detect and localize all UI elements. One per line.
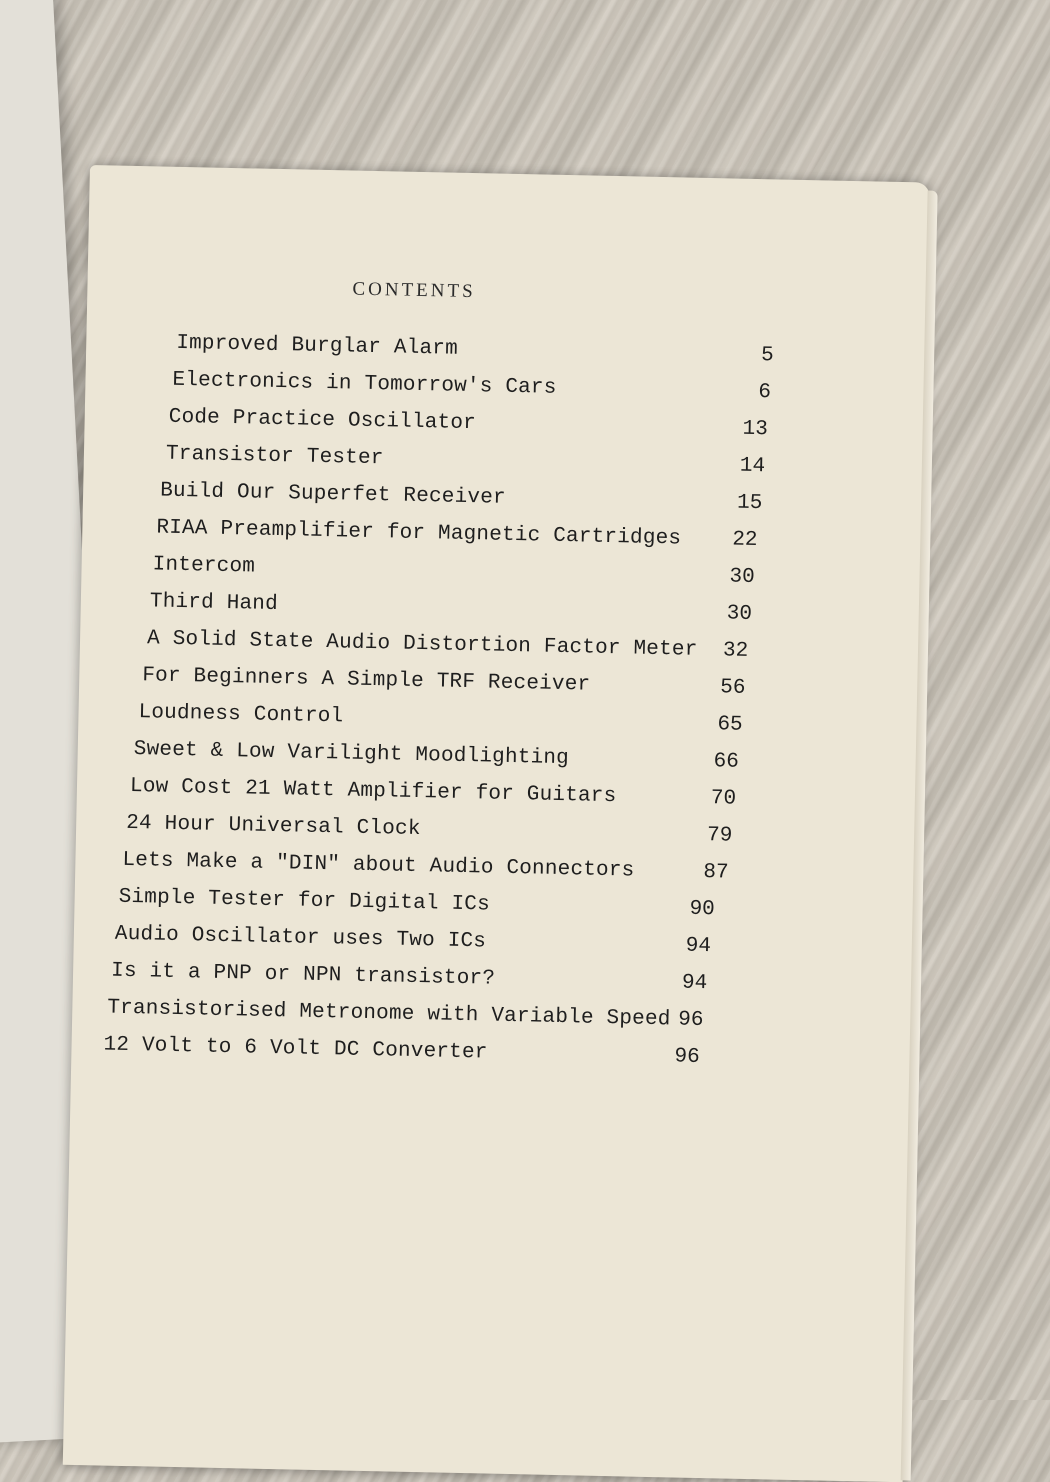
toc-entry-page: 14 (739, 454, 766, 479)
toc-entry-page: 87 (703, 861, 729, 885)
toc-entry-page: 94 (685, 934, 712, 959)
toc-entry-page: 32 (722, 639, 749, 663)
toc-entry-title: Build Our Superfet Receiver (159, 479, 507, 510)
toc-entry-page: 79 (706, 824, 733, 848)
toc-entry-page: 6 (758, 381, 772, 405)
toc-entry-title: Is it a PNP or NPN transistor? (110, 959, 496, 991)
toc-entry-title: Code Practice Oscillator (168, 405, 477, 436)
toc-entry-title: Third Hand (149, 590, 279, 617)
toc-entry-page: 30 (726, 602, 753, 626)
toc-entry-title: Transistor Tester (165, 442, 384, 471)
toc-entry-page: 56 (719, 676, 746, 700)
toc-entry-title: For Beginners A Simple TRF Receiver (142, 664, 591, 697)
toc-entry-title: Transistorised Metronome with Variable Speed (107, 996, 671, 1032)
toc-entry-page: 96 (677, 1008, 704, 1033)
toc-entry-title: Audio Oscillator uses Two ICs (114, 922, 487, 954)
toc-entry-page: 70 (710, 787, 737, 811)
contents-heading: CONTENTS (352, 278, 476, 303)
toc-entry-title: Simple Tester for Digital ICs (118, 885, 491, 917)
toc-entry-page: 66 (713, 750, 740, 774)
toc-entry-title: Improved Burglar Alarm (176, 331, 459, 361)
toc-entry-title: Low Cost 21 Watt Amplifier for Guitars (129, 774, 617, 809)
toc-entry-title: Electronics in Tomorrow's Cars (172, 368, 557, 400)
toc-entry-title: A Solid State Audio Distortion Factor Meter (146, 627, 698, 662)
contents-page (63, 165, 930, 1482)
toc-entry-title: Lets Make a "DIN" about Audio Connectors (122, 848, 635, 883)
toc-entry-page: 5 (760, 344, 775, 368)
toc-entry-page: 30 (729, 565, 755, 590)
toc-entry-page: 65 (717, 713, 743, 737)
toc-entry-page: 94 (681, 971, 708, 996)
toc-entry-title: 12 Volt to 6 Volt DC Converter (103, 1033, 488, 1065)
toc-entry-title: Sweet & Low Varilight Moodlighting (133, 738, 570, 771)
toc-entry-page: 96 (674, 1045, 700, 1069)
toc-entry-page: 15 (736, 491, 763, 516)
toc-entry-title: Loudness Control (138, 701, 344, 729)
toc-entry-title: Intercom (152, 553, 256, 579)
toc-entry-page: 90 (689, 897, 715, 922)
toc-entry-title: 24 Hour Universal Clock (125, 811, 421, 842)
toc-entry-title: RIAA Preamplifier for Magnetic Cartridges (156, 516, 682, 551)
toc-entry-page: 22 (732, 528, 758, 553)
toc-entry-page: 13 (742, 417, 769, 442)
